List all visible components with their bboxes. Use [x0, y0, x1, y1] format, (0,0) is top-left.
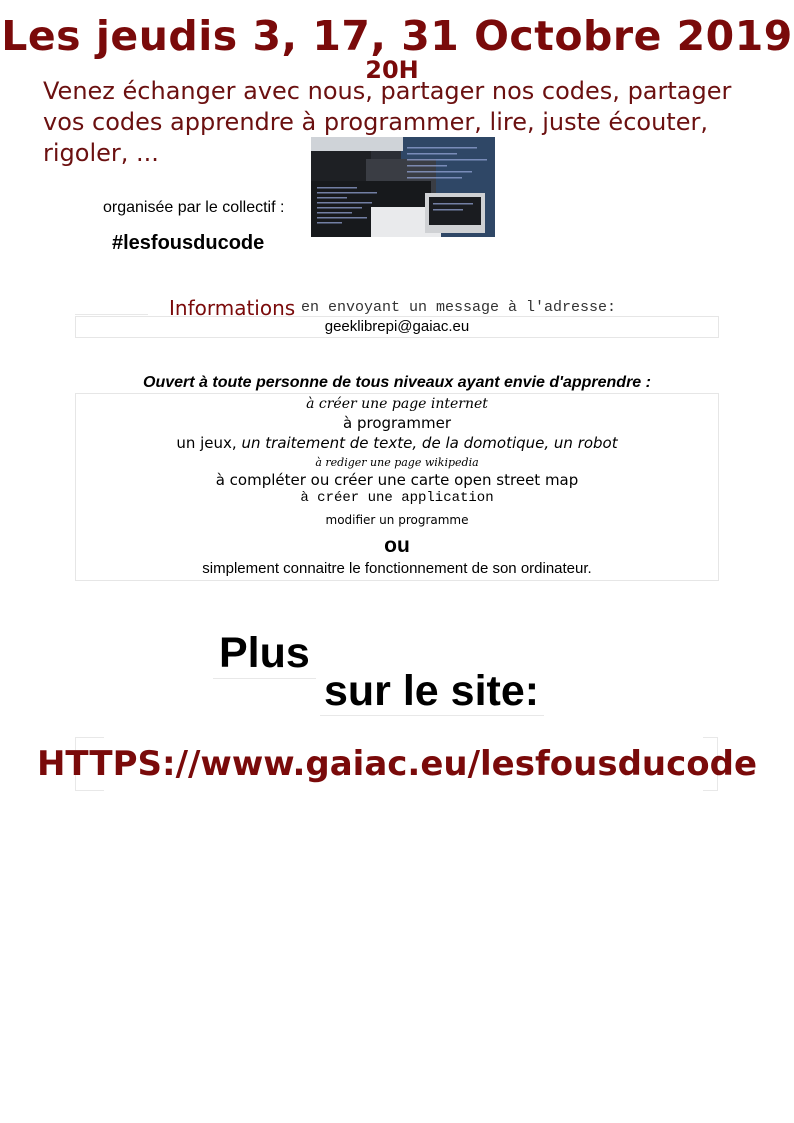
code-screenshot-image	[311, 137, 495, 237]
audience-list	[75, 393, 719, 581]
organizer-hashtag: #lesfousducode	[112, 232, 265, 254]
event-hour: 20H	[365, 56, 419, 84]
list-item: à rediger une page wikipedia	[315, 456, 479, 469]
list-item: à créer une page internet	[306, 396, 488, 412]
list-item: à compléter ou créer une carte open street map	[215, 471, 579, 489]
divider	[320, 715, 544, 716]
website-link[interactable]: HTTPS://www.gaiac.eu/lesfousducode	[36, 744, 758, 784]
audience-heading: Ouvert à toute personne de tous niveaux ayant envie d'apprendre :	[143, 374, 651, 391]
list-item-part: un jeux,	[176, 434, 237, 452]
list-item: modifier un programme	[325, 513, 469, 527]
list-item-or: ou	[384, 534, 410, 557]
info-heading: Informations	[169, 296, 296, 320]
contact-email[interactable]: geeklibrepi@gaiac.eu	[75, 316, 719, 338]
page-title: Les jeudis 3, 17, 31 Octobre 2019	[1, 12, 793, 60]
intro-text: Venez échanger avec nous, partager nos codes, partager vos codes apprendre à programmer, lire, juste écouter, rigoler, ...	[43, 77, 732, 167]
code-screenshot-illustration	[311, 137, 495, 237]
info-text: en envoyant un message à l'adresse:	[301, 299, 617, 316]
list-item: à créer une application	[300, 490, 494, 506]
list-item	[76, 434, 718, 452]
list-item: à programmer	[343, 414, 451, 432]
more-plus: Plus	[219, 629, 310, 677]
list-item: simplement connaitre le fonctionnement de son ordinateur.	[202, 560, 592, 577]
divider	[213, 678, 316, 679]
organizer-label: organisée par le collectif :	[103, 199, 285, 216]
more-site-label: sur le site:	[324, 667, 540, 715]
list-item-part: un traitement de texte, de la domotique, un robot	[241, 434, 618, 452]
divider	[75, 314, 148, 315]
